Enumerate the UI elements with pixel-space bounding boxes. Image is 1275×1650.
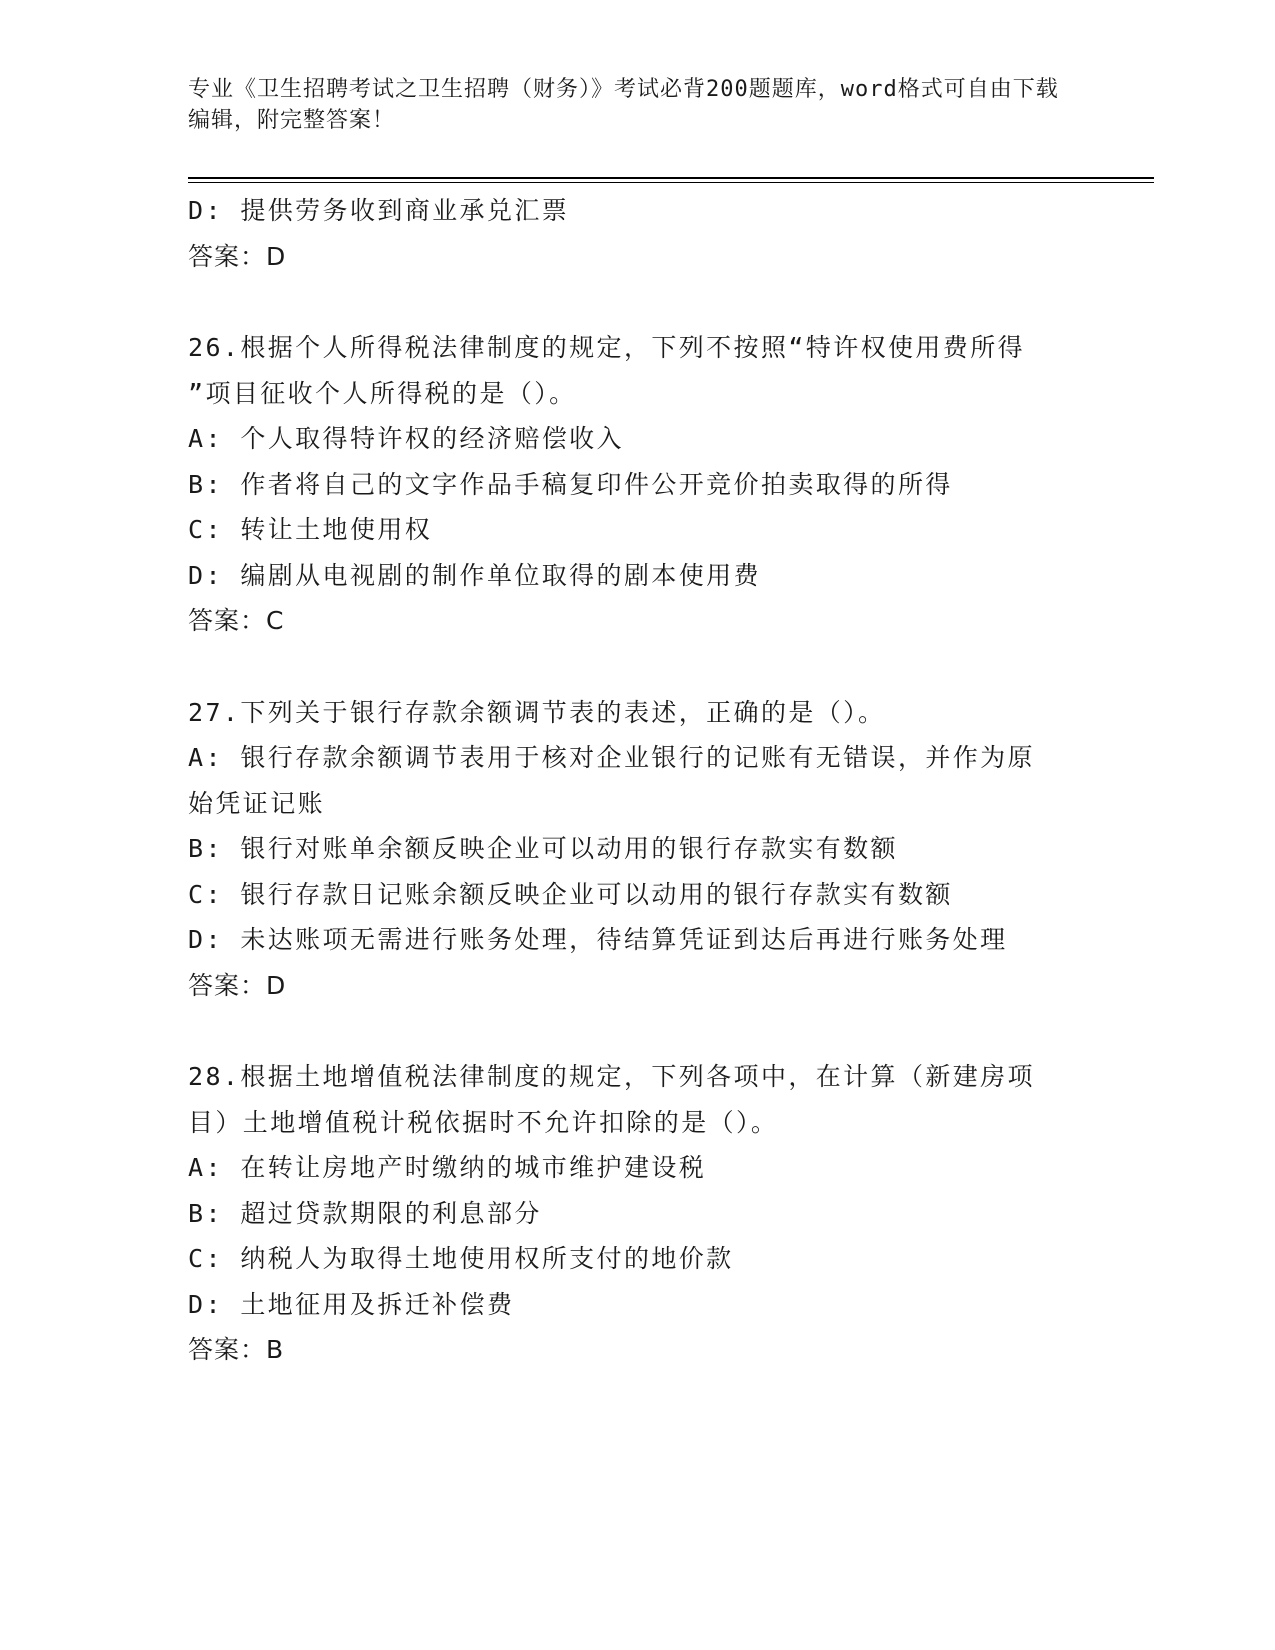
- option-a: A: 个人取得特许权的经济赔偿收入: [188, 424, 624, 453]
- prev-question-option-d: D: 提供劳务收到商业承兑汇票: [188, 196, 570, 225]
- option-b: B: 超过贷款期限的利息部分: [188, 1198, 542, 1228]
- question-stem: 26.根据个人所得税法律制度的规定，下列不按照“特许权使用费所得: [188, 333, 1026, 362]
- question-spacer: [188, 644, 1088, 690]
- question-26: [188, 325, 1088, 644]
- header-divider-thin: [188, 182, 1154, 183]
- option-c: C: 纳税人为取得土地使用权所支付的地价款: [188, 1244, 734, 1273]
- question-spacer: [188, 1008, 1088, 1054]
- option-c: C: 转让土地使用权: [188, 515, 433, 544]
- document-header: 专业《卫生招聘考试之卫生招聘（财务）》考试必背200题题库，word格式可自由下载编辑，附完整答案！: [188, 77, 1059, 133]
- answer: 答案：C: [188, 606, 285, 635]
- question-27: [188, 690, 1088, 1009]
- question-spacer: [188, 279, 1088, 325]
- option-d: D: 土地征用及拆迁补偿费: [188, 1289, 515, 1319]
- question-stem-continued: 目）土地增值税计税依据时不允许扣除的是（）。: [188, 1107, 779, 1137]
- answer: 答案：B: [188, 1335, 285, 1364]
- option-a: A: 银行存款余额调节表用于核对企业银行的记账有无错误，并作为原: [188, 743, 1035, 772]
- option-a: A: 在转让房地产时缴纳的城市维护建设税: [188, 1153, 707, 1182]
- prev-question-answer: 答案：D: [188, 241, 287, 271]
- question-stem: 28.根据土地增值税法律制度的规定，下列各项中，在计算（新建房项: [188, 1062, 1035, 1091]
- question-stem: 27.下列关于银行存款余额调节表的表述，正确的是（）。: [188, 697, 886, 727]
- question-28: [188, 1054, 1088, 1373]
- option-d: D: 编剧从电视剧的制作单位取得的剧本使用费: [188, 560, 761, 590]
- option-d: D: 未达账项无需进行账务处理，待结算凭证到达后再进行账务处理: [188, 925, 1008, 954]
- header-divider-thick: [188, 177, 1154, 179]
- questions-content: [188, 188, 1088, 1373]
- answer: 答案：D: [188, 970, 287, 1000]
- option-c: C: 银行存款日记账余额反映企业可以动用的银行存款实有数额: [188, 879, 953, 909]
- option-b: B: 银行对账单余额反映企业可以动用的银行存款实有数额: [188, 834, 898, 863]
- question-stem-continued: ”项目征收个人所得税的是（）。: [188, 378, 577, 408]
- option-a-continued: 始凭证记账: [188, 788, 326, 818]
- option-b: B: 作者将自己的文字作品手稿复印件公开竞价拍卖取得的所得: [188, 469, 953, 499]
